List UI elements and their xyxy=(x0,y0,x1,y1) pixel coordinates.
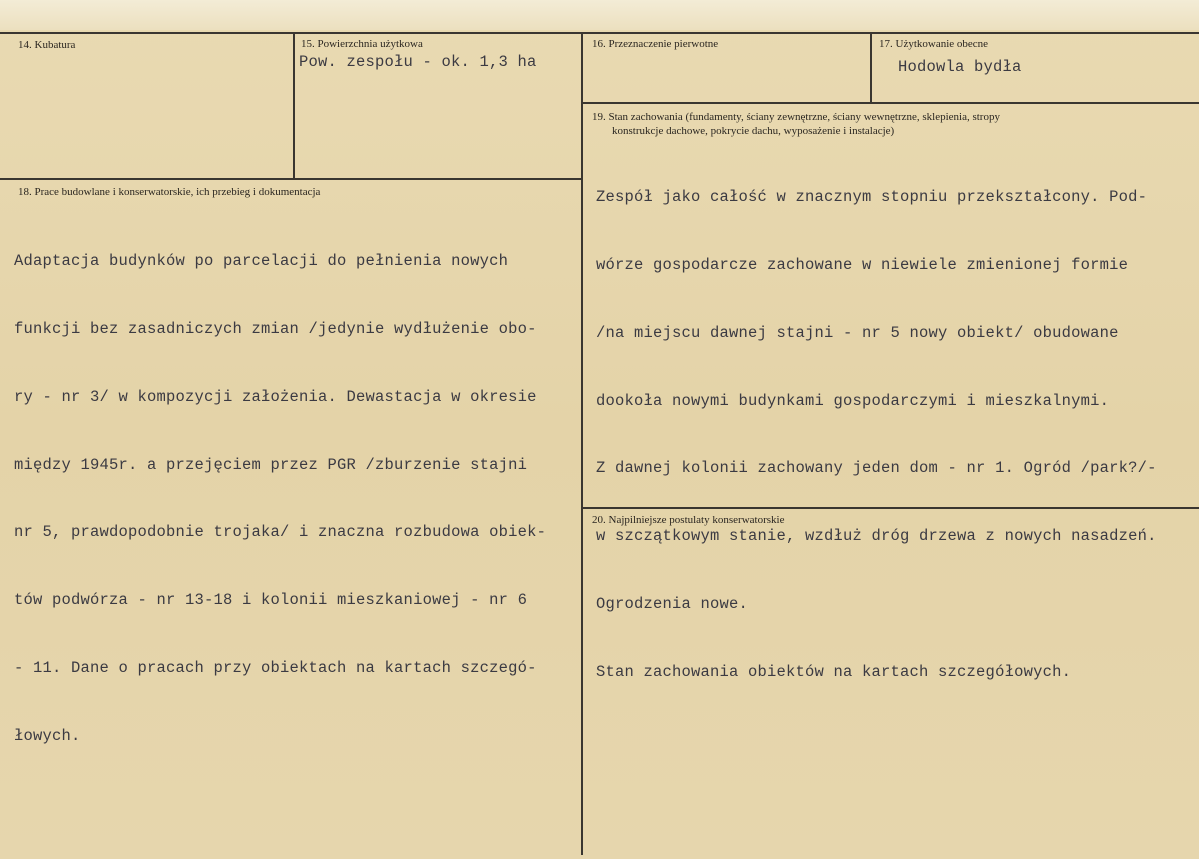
field-19-label-line2: konstrukcje dachowe, pokrycie dachu, wyposażenie i instalacje) xyxy=(612,125,895,137)
field-17-label: 17. Użytkowanie obecne xyxy=(879,38,989,50)
field-20-label: 20. Najpilniejsze postulaty konserwatorskie xyxy=(592,514,785,526)
field-19-line: Z dawnej kolonii zachowany jeden dom - nr 1. Ogród /park?/- xyxy=(596,459,1157,478)
field-19-line: Ogrodzenia nowe. xyxy=(596,594,749,613)
divider-16-17 xyxy=(870,33,872,102)
field-19-line: Zespół jako całość w znacznym stopniu przekształcony. Pod- xyxy=(596,188,1148,207)
field-15-value: Pow. zespołu - ok. 1,3 ha xyxy=(299,53,537,71)
rule-below-14-15 xyxy=(0,178,582,180)
field-19-line: w szczątkowym stanie, wzdłuż dróg drzewa z nowych nasadzeń. xyxy=(596,527,1157,546)
field-19-line: /na miejscu dawnej stajni - nr 5 nowy obiekt/ obudowane xyxy=(596,323,1119,342)
rule-below-16-17 xyxy=(583,102,1199,104)
field-18-text xyxy=(14,205,546,792)
field-18-line: Adaptacja budynków po parcelacji do pełnienia nowych xyxy=(14,252,509,271)
field-18-line: łowych. xyxy=(14,726,81,745)
field-19-line: Stan zachowania obiektów na kartach szczegółowych. xyxy=(596,662,1072,681)
field-19-text xyxy=(596,141,1157,728)
field-18-line: - 11. Dane o pracach przy obiektach na kartach szczegó- xyxy=(14,658,537,677)
field-18-line: ry - nr 3/ w kompozycji założenia. Dewastacja w okresie xyxy=(14,387,537,406)
field-18-line: między 1945r. a przejęciem przez PGR /zburzenie stajni xyxy=(14,455,528,474)
field-15-label: 15. Powierzchnia użytkowa xyxy=(301,38,423,50)
divider-14-15 xyxy=(293,33,295,178)
field-19-line: wórze gospodarcze zachowane w niewiele zmienionej formie xyxy=(596,255,1129,274)
card-top-band xyxy=(0,0,1199,30)
field-18-line: nr 5, prawdopodobnie trojaka/ i znaczna rozbudowa obiek- xyxy=(14,523,547,542)
field-18-line: tów podwórza - nr 13-18 i kolonii mieszkaniowej - nr 6 xyxy=(14,591,528,610)
field-19-line: dookoła nowymi budynkami gospodarczymi i mieszkalnymi. xyxy=(596,391,1110,410)
field-19-label-line1: 19. Stan zachowania (fundamenty, ściany zewnętrzne, ściany wewnętrzne, sklepienia, stropy xyxy=(592,111,1000,123)
main-vertical-divider xyxy=(581,33,583,855)
field-14-label: 14. Kubatura xyxy=(18,39,76,51)
field-18-label: 18. Prace budowlane i konserwatorskie, ich przebieg i dokumentacja xyxy=(18,186,321,198)
field-18-line: funkcji bez zasadniczych zmian /jedynie wydłużenie obo- xyxy=(14,319,537,338)
top-rule xyxy=(0,32,1199,34)
field-17-value: Hodowla bydła xyxy=(898,58,1022,76)
field-16-label: 16. Przeznaczenie pierwotne xyxy=(592,38,719,50)
